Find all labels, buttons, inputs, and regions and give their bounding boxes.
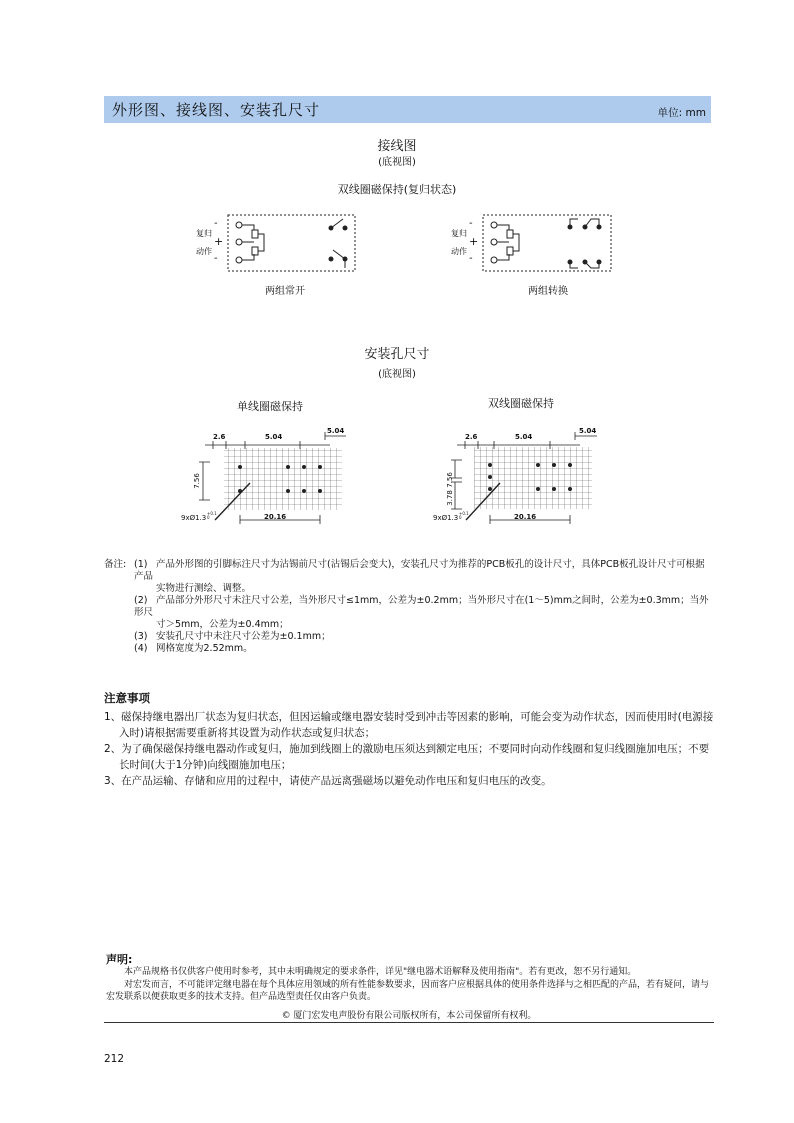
note-text: 产品外形图的引脚标注尺寸为沾锡前尺寸(沾锡后会变大)，安装孔尺寸为推荐的PCB板孔的设计尺寸，具体PCB板孔设计尺寸可根据产品 [134,559,705,582]
attention-list [104,709,716,789]
dim-label: 20.16 [264,513,287,521]
notes-section [104,559,714,655]
attention-item: 1、磁保持继电器出厂状态为复归状态，但因运输或继电器安装时受到冲击等因素的影响，可能会变为动作状态，因而使用时(电源接入时)请根据需要重新将其设置为动作状态或复归状态； [104,711,714,739]
minus-sign: - [469,218,473,229]
mount-grid-single-coil [199,432,346,524]
section-title: 外形图、接线图、安装孔尺寸 [112,101,321,119]
wiring-subtitle: 双线圈磁保持(复归状态) [337,183,457,196]
dim-label: 5.04 [327,427,345,435]
dim-label: 2.6 [213,433,226,441]
statement-body [106,966,712,1004]
hole-spec-label: 9xØ1.3 [181,514,207,522]
dim-label: 2.6 [465,433,478,441]
statement-paragraph: 对宏发而言，不可能评定继电器在每个具体应用领域的所有性能参数要求，因而客户应根据具体的使用条件选择与之相匹配的产品，若有疑问，请与宏发联系以便获取更多的技术支持。但产品选型责任仅由客户负责。 [106,979,710,1002]
mount-title: 安装孔尺寸 [364,347,430,362]
dim-label: 20.16 [514,513,537,521]
dim-label: 5.04 [579,427,597,435]
note-text: 安装孔尺寸中未注尺寸公差为±0.1mm； [156,631,331,642]
note-text: 实物进行测绘、调整。 [156,583,252,594]
reset-label: 复归 [451,229,467,238]
hole-tolerance: +0.1 0 [207,511,217,520]
note-text: 产品部分外形尺寸未注尺寸公差，当外形尺寸≤1mm，公差为±0.2mm；当外形尺寸在(1～5)mm之间时，公差为±0.3mm；当外形尺 [134,595,709,618]
operate-label: 动作 [196,247,212,256]
note-number: (2) [134,595,148,606]
page-number: 212 [104,1053,125,1065]
dim-label: 5.04 [515,433,533,441]
statement-title: 声明: [106,953,133,966]
mount-view-label: (底视图) [378,369,416,380]
dim-label: 7.56 [445,472,454,488]
note-item [104,595,714,631]
hole-tolerance: +0.1 0 [459,511,469,520]
attention-title: 注意事项 [104,691,150,705]
plus-sign: + [214,235,224,248]
copyright-notice: © 厦门宏发电声股份有限公司版权所有，本公司保留所有权利。 [281,1011,537,1021]
attention-item: 3、在产品运输、存储和应用的过程中，请使产品远离强磁场以避免动作电压和复归电压的改变。 [104,775,552,787]
hole-spec-label: 9xØ1.3 [433,514,459,522]
wiring-title: 接线图 [377,139,417,154]
note-number: (4) [134,643,148,654]
statement-paragraph: 本产品规格书仅供客户使用时参考，其中未明确规定的要求条件，详见"继电器术语解释及使用指南"。若有更改，恕不另行通知。 [124,967,637,977]
note-text: 网格宽度为2.52mm。 [156,643,253,654]
dim-label: 3.78 [445,490,454,506]
notes-tag: 备注: [104,559,127,570]
caption-changeover: 两组转换 [528,286,568,297]
footer-divider [104,1022,714,1023]
note-number: (3) [134,631,148,642]
dim-label: 7.56 [192,473,201,489]
unit-label: 单位: mm [657,107,706,119]
single-coil-label: 单线圈磁保持 [237,400,303,413]
minus-sign: - [469,253,473,264]
mount-grid-double-coil [451,432,597,524]
note-item [104,559,714,595]
minus-sign: - [214,253,218,264]
plus-sign: + [469,235,479,248]
minus-sign: - [214,218,218,229]
dim-label: 5.04 [265,433,283,441]
note-text: 寸＞5mm，公差为±0.4mm； [156,619,289,630]
wiring-view-label: (底视图) [378,157,416,168]
note-item [104,643,714,655]
note-number: (1) [134,559,148,570]
double-coil-label: 双线圈磁保持 [488,397,554,410]
attention-item: 2、为了确保磁保持继电器动作或复归，施加到线圈上的激励电压须达到额定电压；不要同时向动作线圈和复归线圈施加电压；不要长时间(大于1分钟)向线圈施加电压； [104,743,710,771]
reset-label: 复归 [196,229,212,238]
caption-normally-open: 两组常开 [265,286,305,297]
note-item [104,631,714,643]
operate-label: 动作 [451,247,467,256]
